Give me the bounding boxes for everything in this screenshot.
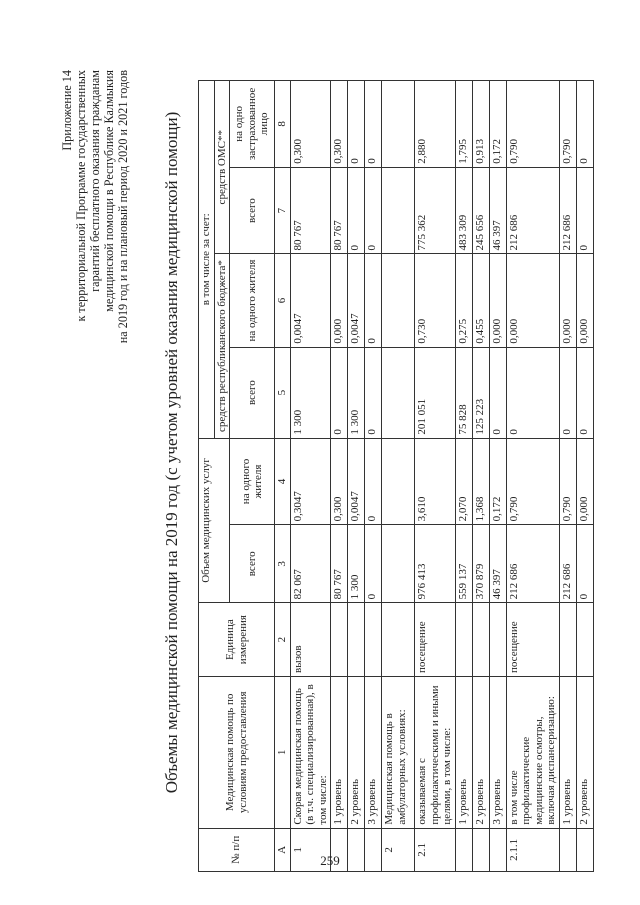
cell-oms-per: 0 (365, 81, 382, 168)
cell-total: 212 686 (559, 525, 576, 603)
cell-budget-per: 0,0047 (348, 254, 365, 347)
cell-total: 370 879 (472, 525, 489, 603)
cell-budget-total: 201 051 (415, 347, 456, 438)
appendix-line: гарантий бесплатного оказания гражданам (88, 70, 102, 292)
col-header-oms-per: на одно застрахованное лицо (230, 81, 275, 168)
cell-oms-total: 80 767 (290, 167, 331, 254)
index-cell: 4 (275, 438, 291, 525)
cell-budget-total: 0 (506, 347, 559, 438)
cell-num: 2.1 (415, 828, 456, 871)
cell-num (489, 828, 506, 871)
table-row (455, 81, 472, 872)
appendix-header (60, 70, 130, 400)
cell-oms-total: 0 (576, 167, 593, 254)
cell-num: 1 (290, 828, 331, 871)
cell-care: 2 уровень (348, 676, 365, 828)
cell-oms-per: 0,172 (489, 81, 506, 168)
cell-unit (489, 603, 506, 677)
cell-care: 3 уровень (489, 676, 506, 828)
table-row (365, 81, 382, 872)
cell-unit: посещение (415, 603, 456, 677)
cell-total: 0 (365, 525, 382, 603)
cell-budget-total: 0 (331, 347, 348, 438)
page-number: 259 (320, 853, 340, 868)
cell-budget-per: 0,000 (559, 254, 576, 347)
table-row (415, 81, 456, 872)
cell-unit (455, 603, 472, 677)
cell-per-resident: 3,610 (415, 438, 456, 525)
cell-unit (382, 603, 415, 677)
cell-oms-total: 0 (365, 167, 382, 254)
cell-oms-per: 0,300 (290, 81, 331, 168)
index-cell: 2 (275, 603, 291, 677)
cell-care: 1 уровень (559, 676, 576, 828)
cell-unit: вызов (290, 603, 331, 677)
table-row (290, 81, 331, 872)
cell-oms-total: 46 397 (489, 167, 506, 254)
cell-per-resident: 0,0047 (348, 438, 365, 525)
cell-oms-total: 0 (348, 167, 365, 254)
cell-num (472, 828, 489, 871)
cell-budget-total (382, 347, 415, 438)
cell-unit: посещение (506, 603, 559, 677)
cell-budget-per: 0 (365, 254, 382, 347)
col-header-including: в том числе за счет: (199, 81, 215, 439)
table-row (331, 81, 348, 872)
cell-oms-per: 2,880 (415, 81, 456, 168)
appendix-line: Приложение 14 (60, 70, 74, 151)
cell-budget-total: 0 (365, 347, 382, 438)
cell-oms-per: 0 (348, 81, 365, 168)
cell-budget-per: 0,0047 (290, 254, 331, 347)
cell-num: 2.1.1 (506, 828, 559, 871)
cell-num (559, 828, 576, 871)
cell-care: оказываемая с профилактическими и иными целями, в том числе: (415, 676, 456, 828)
index-cell: 5 (275, 347, 291, 438)
cell-budget-per: 0,000 (489, 254, 506, 347)
index-cell: 3 (275, 525, 291, 603)
cell-budget-total: 0 (559, 347, 576, 438)
cell-budget-total: 1 300 (290, 347, 331, 438)
cell-budget-per: 0,000 (506, 254, 559, 347)
cell-oms-total: 80 767 (331, 167, 348, 254)
table-row (489, 81, 506, 872)
volumes-table (198, 80, 594, 872)
cell-total (382, 525, 415, 603)
cell-oms-per: 0,913 (472, 81, 489, 168)
cell-total: 1 300 (348, 525, 365, 603)
col-header-oms: средств ОМС** (214, 81, 230, 254)
cell-unit (331, 603, 348, 677)
cell-care: Медицинская помощь в амбулаторных условиях: (382, 676, 415, 828)
col-header-oms-total: всего (230, 167, 275, 254)
cell-oms-per: 0,300 (331, 81, 348, 168)
col-header-unit: Единица измерения (199, 603, 275, 677)
cell-oms-total: 212 686 (506, 167, 559, 254)
document-title: Объемы медицинской помощи на 2019 год (с учетом уровней оказания медицинской помощи) (162, 111, 181, 794)
cell-budget-per: 0,275 (455, 254, 472, 347)
cell-total: 976 413 (415, 525, 456, 603)
appendix-line: к территориальной Программе государственных (74, 70, 88, 322)
index-cell: 6 (275, 254, 291, 347)
cell-total: 80 767 (331, 525, 348, 603)
index-cell: 8 (275, 81, 291, 168)
cell-per-resident: 0,172 (489, 438, 506, 525)
cell-oms-per: 1,795 (455, 81, 472, 168)
cell-budget-per: 0,000 (331, 254, 348, 347)
cell-per-resident: 0,000 (576, 438, 593, 525)
cell-num (576, 828, 593, 871)
cell-per-resident: 0,3047 (290, 438, 331, 525)
index-cell: 1 (275, 676, 291, 828)
cell-total: 559 137 (455, 525, 472, 603)
cell-care: 1 уровень (455, 676, 472, 828)
col-header-total: всего (230, 525, 275, 603)
cell-care: 1 уровень (331, 676, 348, 828)
cell-oms-total: 483 309 (455, 167, 472, 254)
appendix-line: медицинской помощи в Республике Калмыкия (102, 70, 116, 312)
cell-per-resident: 2,070 (455, 438, 472, 525)
cell-total: 0 (576, 525, 593, 603)
cell-budget-per: 0,000 (576, 254, 593, 347)
cell-unit (576, 603, 593, 677)
table-row (559, 81, 576, 872)
table-row (348, 81, 365, 872)
cell-care: 2 уровень (576, 676, 593, 828)
col-header-budget-per: на одного жителя (230, 254, 275, 347)
cell-oms-total: 245 656 (472, 167, 489, 254)
col-header-budget-total: всего (230, 347, 275, 438)
col-header-budget: средств республиканского бюджета* (214, 254, 230, 438)
cell-care: 3 уровень (365, 676, 382, 828)
cell-per-resident: 0,790 (559, 438, 576, 525)
table-row (576, 81, 593, 872)
cell-unit (365, 603, 382, 677)
cell-budget-total: 0 (576, 347, 593, 438)
cell-oms-total: 212 686 (559, 167, 576, 254)
column-index-row (275, 81, 291, 872)
col-header-care: Медицинская помощь по условиям предоставления (199, 676, 275, 828)
cell-num (365, 828, 382, 871)
col-header-per-resident: на одного жителя (230, 438, 275, 525)
cell-budget-total: 0 (489, 347, 506, 438)
cell-num: 2 (382, 828, 415, 871)
cell-budget-per: 0,730 (415, 254, 456, 347)
cell-total: 46 397 (489, 525, 506, 603)
cell-care: Скорая медицинская помощь (в т.ч. специализированная), в том числе: (290, 676, 331, 828)
index-cell: А (275, 828, 291, 871)
cell-num (455, 828, 472, 871)
cell-oms-per: 0,790 (506, 81, 559, 168)
cell-care: 2 уровень (472, 676, 489, 828)
cell-unit (559, 603, 576, 677)
col-header-services: Объем медицинских услуг (199, 438, 230, 603)
table-row (472, 81, 489, 872)
cell-care: в том числе профилактические медицинские осмотры, включая диспансеризацию: (506, 676, 559, 828)
cell-budget-total: 1 300 (348, 347, 365, 438)
cell-per-resident: 1,368 (472, 438, 489, 525)
table-row (506, 81, 559, 872)
cell-unit (472, 603, 489, 677)
cell-total: 82 067 (290, 525, 331, 603)
cell-oms-per (382, 81, 415, 168)
cell-per-resident: 0,790 (506, 438, 559, 525)
col-header-num: № п/п (199, 828, 275, 871)
cell-oms-per: 0 (576, 81, 593, 168)
cell-per-resident: 0,300 (331, 438, 348, 525)
cell-budget-total: 125 223 (472, 347, 489, 438)
cell-oms-total: 775 362 (415, 167, 456, 254)
cell-total: 212 686 (506, 525, 559, 603)
table-row (382, 81, 415, 872)
cell-budget-total: 75 828 (455, 347, 472, 438)
cell-budget-per (382, 254, 415, 347)
cell-per-resident: 0 (365, 438, 382, 525)
cell-per-resident (382, 438, 415, 525)
cell-oms-per: 0,790 (559, 81, 576, 168)
appendix-line: на 2019 год и на плановый период 2020 и 2021 годов (116, 70, 130, 344)
cell-oms-total (382, 167, 415, 254)
cell-budget-per: 0,455 (472, 254, 489, 347)
cell-unit (348, 603, 365, 677)
index-cell: 7 (275, 167, 291, 254)
